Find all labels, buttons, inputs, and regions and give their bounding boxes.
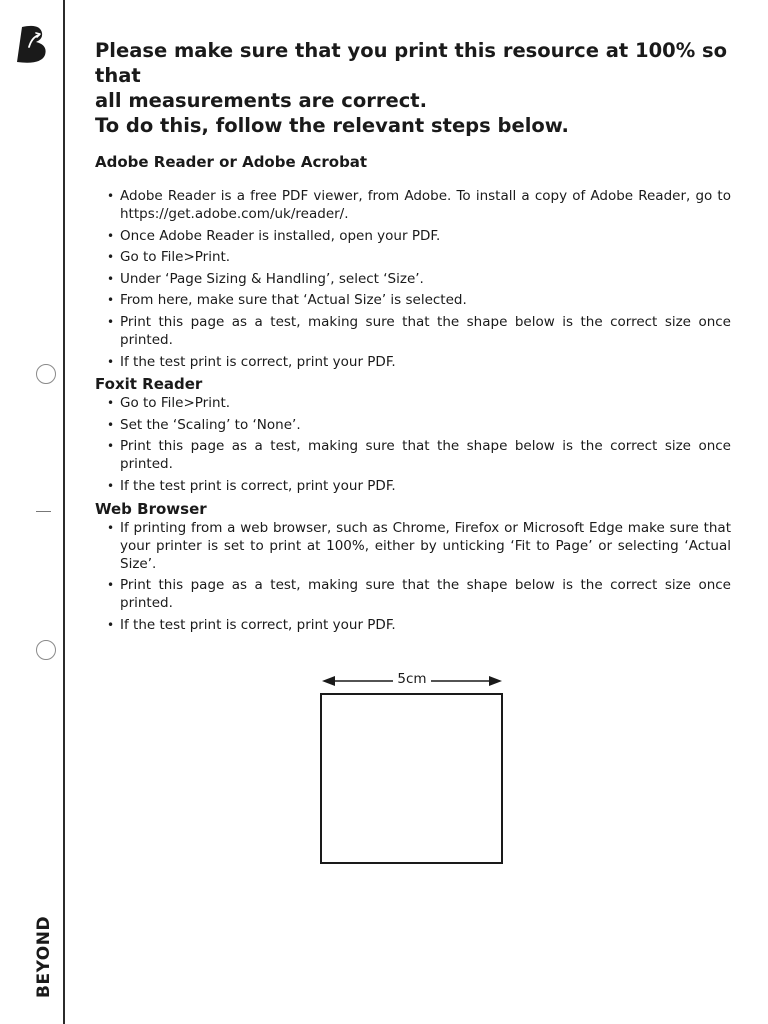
bullet-icon: • [107,578,115,593]
page-margin-line [63,0,65,1024]
bullet-icon: • [107,417,115,432]
beyond-b-logo-icon [15,24,51,66]
brand-text: BEYOND [34,915,54,998]
bullet-icon: • [107,314,115,329]
list-item-text: Set the ‘Scaling’ to ‘None’. [120,416,301,433]
list-item-text: From here, make sure that ‘Actual Size’ is selected. [120,292,467,309]
list-item [95,416,731,434]
steps-list-web-browser [95,519,731,634]
bullet-icon: • [107,271,115,286]
list-item-text: Go to File>Print. [120,395,231,412]
list-item [95,248,731,266]
list-item [95,227,731,245]
instructions-content [95,38,731,637]
steps-list-foxit [95,394,731,495]
list-item [95,394,731,412]
list-item-text: Adobe Reader is a free PDF viewer, from Adobe. To install a copy of Adobe Reader, go to https://get.adobe.com/uk/reader/. [120,188,731,222]
list-item-text: If printing from a web browser, such as Chrome, Firefox or Microsoft Edge make sure that your printer is set to print at 100%, either by unticking ‘Fit to Page’ or selecting ‘Actual Size’. [120,519,731,572]
page-headline [95,38,731,138]
list-item [95,291,731,309]
list-item-text: If the test print is correct, print your PDF. [120,477,396,494]
bullet-icon: • [107,439,115,454]
bullet-icon: • [107,228,115,243]
bullet-icon: • [107,396,115,411]
bullet-icon: • [107,617,115,632]
punch-hole-marker-top [36,364,56,384]
bullet-icon: • [107,520,115,535]
list-item-text: Print this page as a test, making sure that the shape below is the correct size once printed. [120,313,731,348]
list-item [95,616,731,634]
headline-line: Please make sure that you print this resource at 100% so that [95,39,728,87]
list-item [95,270,731,288]
measurement-label [320,670,504,688]
list-item [95,313,731,349]
section-heading-foxit: Foxit Reader [95,375,203,394]
list-item-text: Print this page as a test, making sure that the shape below is the correct size once printed. [120,438,731,473]
bullet-icon: • [107,354,115,369]
headline-line: To do this, follow the relevant steps below. [95,114,569,137]
test-print-shape [320,669,504,865]
bullet-icon: • [107,478,115,493]
list-item [95,477,731,495]
fold-mark [36,511,51,512]
section-heading-web-browser: Web Browser [95,499,207,518]
list-item [95,187,731,223]
punch-hole-marker-bottom [36,640,56,660]
list-item-text: Once Adobe Reader is installed, open your PDF. [120,227,441,244]
section-heading-adobe: Adobe Reader or Adobe Acrobat [95,153,368,171]
list-item [95,437,731,473]
steps-list-adobe [95,187,731,371]
list-item [95,353,731,371]
bullet-icon: • [107,189,115,203]
list-item-text: Print this page as a test, making sure that the shape below is the correct size once printed. [120,577,731,612]
list-item-text: Under ‘Page Sizing & Handling’, select ‘Size’. [120,270,424,287]
list-item-text: If the test print is correct, print your PDF. [120,616,396,633]
bullet-icon: • [107,250,115,265]
list-item-text: Go to File>Print. [120,249,231,266]
list-item [95,576,731,612]
headline-line: all measurements are correct. [95,89,427,112]
bullet-icon: • [107,293,115,308]
list-item-text: If the test print is correct, print your PDF. [120,353,396,370]
measurement-label-text: 5cm [393,671,430,687]
list-item [95,519,731,573]
test-square [320,693,503,864]
